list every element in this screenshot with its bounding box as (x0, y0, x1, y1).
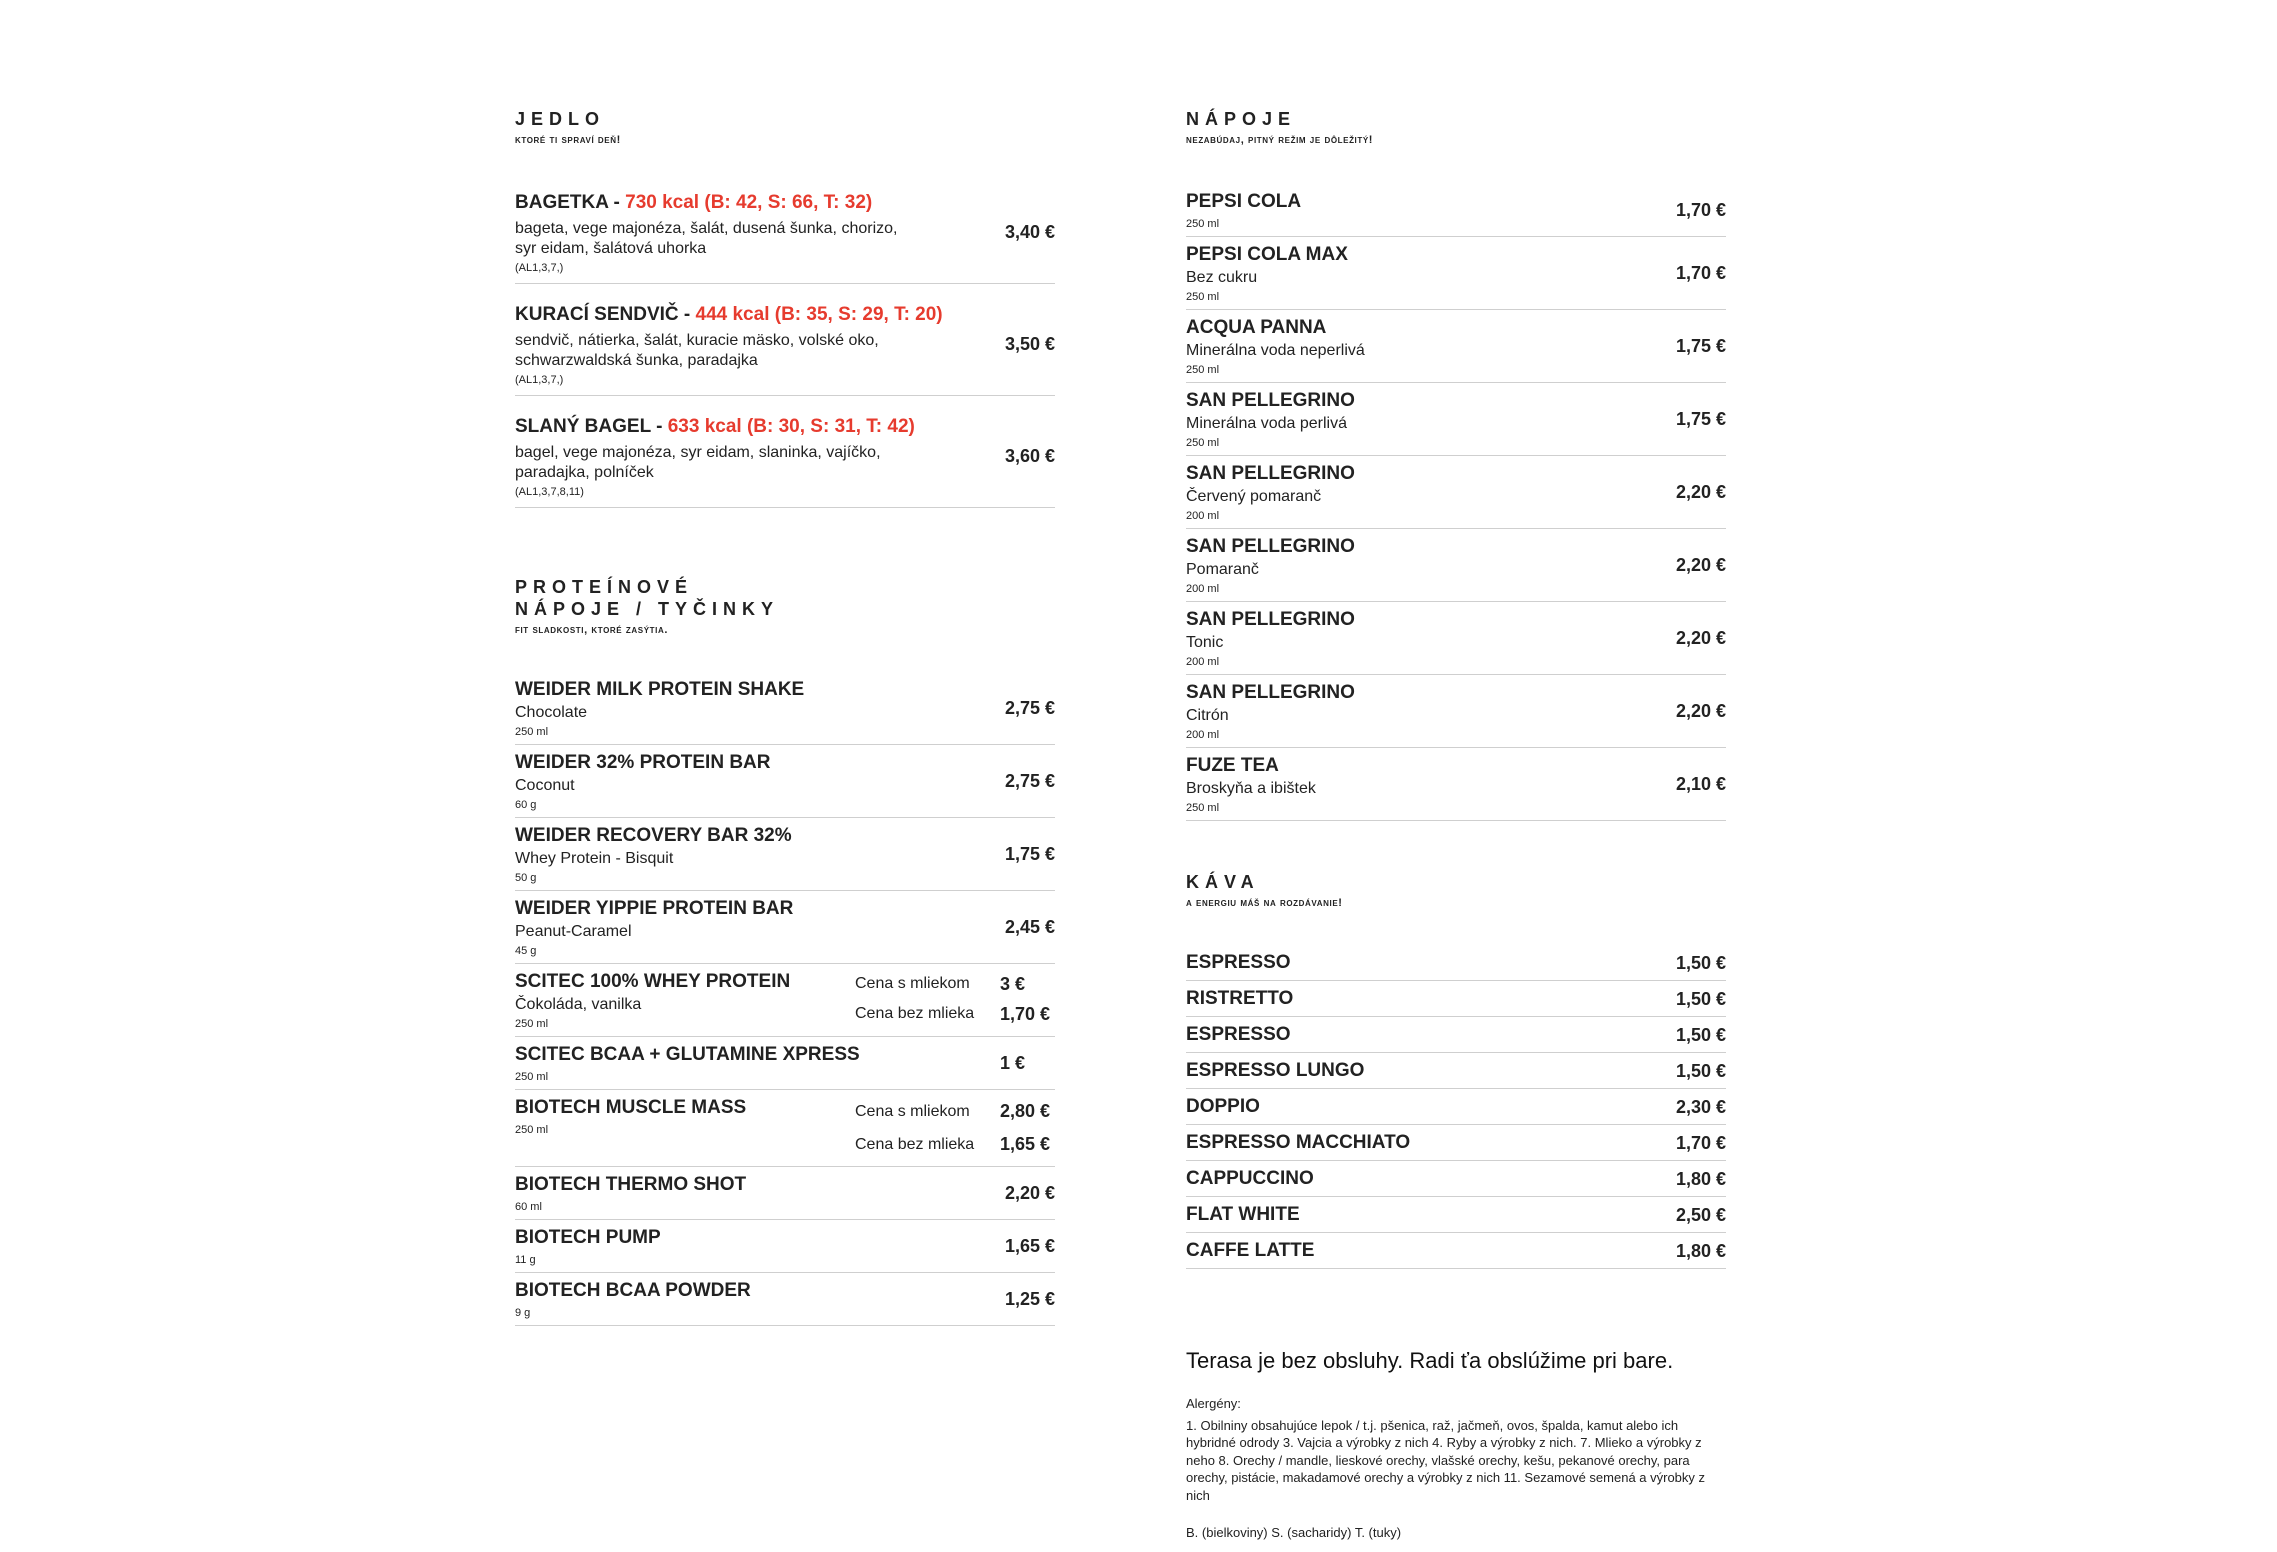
coffee-item (1186, 1125, 1726, 1161)
item-variant: Peanut-Caramel (515, 923, 632, 940)
item-variant: Červený pomaranč (1186, 488, 1322, 505)
item-name: BAGETKA - 730 kcal (B: 42, S: 66, T: 32) (515, 192, 873, 213)
item-name: WEIDER YIPPIE PROTEIN BAR (515, 898, 794, 919)
item-name: BIOTECH BCAA POWDER (515, 1280, 751, 1301)
drink-item (1186, 184, 1726, 237)
section-title-kava: KÁVA (1186, 872, 1260, 892)
item-name: ESPRESSO (1186, 952, 1291, 973)
item-kcal: 444 kcal (B: 35, S: 29, T: 20) (695, 304, 943, 325)
drink-item (1186, 237, 1726, 310)
item-kcal: 730 kcal (B: 42, S: 66, T: 32) (625, 192, 873, 213)
item-size: 200 ml (1186, 656, 1220, 668)
item-name: SAN PELLEGRINO (1186, 536, 1355, 557)
section-kava (1186, 871, 1726, 1269)
item-price: 1,80 € (1675, 1168, 1726, 1189)
terrace-notice: Terasa je bez obsluhy. Radi ťa obslúžime pri bare. (1186, 1348, 1674, 1373)
option-price: 3 € (1000, 973, 1026, 994)
item-size: 45 g (515, 945, 537, 957)
item-name: SCITEC BCAA + GLUTAMINE XPRESS (515, 1044, 860, 1065)
item-description: bageta, vege majonéza, šalát, dusená šunka, chorizo, syr eidam, šalátová uhorka (515, 220, 898, 257)
section-protein (515, 576, 1055, 1326)
option-label: Cena bez mlieka (855, 1005, 975, 1022)
item-name: PEPSI COLA MAX (1186, 244, 1348, 265)
item-description: sendvič, nátierka, šalát, kuracie mäsko, volské oko, schwarzwaldská šunka, paradajka (515, 332, 879, 369)
item-name: KURACÍ SENDVIČ - 444 kcal (B: 35, S: 29, T: 20) (515, 304, 943, 325)
item-price: 3,40 € (1004, 222, 1055, 242)
drink-item (1186, 383, 1726, 456)
option-price: 2,80 € (1000, 1101, 1051, 1121)
allergens-title: Alergény: (1186, 1396, 1241, 1411)
menu-item-biotech-muscle-mass (515, 1090, 1055, 1167)
allergens-text: 1. Obilniny obsahujúce lepok / t.j. pšenica, raž, jačmeň, ovos, špalda, kamut alebo ich hybridné odrody 3. Vajcia a výrobky z nich 4. Ryby a výrobky z nich. 7. Mlieko a výrobky z neho 8. Orechy / mandle, lieskové orechy, vlašské orechy, kešu, pekanové orechy, para orechy, pistácie, makadamové orechy a výrobky z nich 11. Sezamové semená a výrobky z nich (1186, 1417, 1706, 1503)
item-name: ESPRESSO MACCHIATO (1186, 1132, 1411, 1153)
coffee-item (1186, 1089, 1726, 1125)
item-price: 2,50 € (1675, 1204, 1726, 1225)
item-size: 250 ml (1186, 437, 1220, 449)
item-size: 250 ml (515, 726, 549, 738)
item-price: 1,80 € (1675, 1240, 1726, 1261)
item-size: 250 ml (1186, 218, 1220, 230)
item-name: SAN PELLEGRINO (1186, 390, 1355, 411)
coffee-item (1186, 1197, 1726, 1233)
menu-item-biotech-pump (515, 1220, 1055, 1273)
item-name: SLANÝ BAGEL - 633 kcal (B: 30, S: 31, T: 42) (515, 416, 915, 437)
item-size: 200 ml (1186, 510, 1220, 522)
item-name: BIOTECH MUSCLE MASS (515, 1097, 747, 1118)
item-size: 60 g (515, 799, 537, 811)
item-size: 250 ml (1186, 364, 1220, 376)
item-name: ACQUA PANNA (1186, 317, 1327, 338)
section-title-protein-line1: PROTEÍNOVÉ (515, 577, 694, 597)
item-variant: Minerálna voda neperlivá (1186, 342, 1365, 359)
item-name: WEIDER RECOVERY BAR 32% (515, 825, 792, 846)
option-price: 1,70 € (1000, 1003, 1051, 1024)
item-price: 3,60 € (1004, 446, 1055, 466)
drink-item (1186, 675, 1726, 748)
drink-item (1186, 456, 1726, 529)
item-name: WEIDER MILK PROTEIN SHAKE (515, 679, 805, 700)
section-subtitle-protein: fit sladkosti, ktoré zasýtia. (515, 624, 668, 636)
item-name: ESPRESSO (1186, 1024, 1291, 1045)
option-price: 1,65 € (1000, 1134, 1051, 1154)
item-name: SCITEC 100% WHEY PROTEIN (515, 971, 791, 992)
coffee-item (1186, 981, 1726, 1017)
item-name: SAN PELLEGRINO (1186, 463, 1355, 484)
drink-item (1186, 602, 1726, 675)
item-variant: Tonic (1186, 634, 1224, 651)
item-price: 1,70 € (1675, 262, 1726, 283)
item-price: 2,30 € (1675, 1096, 1726, 1117)
coffee-item (1186, 1017, 1726, 1053)
section-subtitle-kava: a energiu máš na rozdávanie! (1186, 897, 1343, 909)
section-jedlo (515, 108, 1055, 508)
item-price: 1 € (1000, 1052, 1026, 1073)
coffee-item (1186, 1161, 1726, 1197)
allergens-note (1186, 1395, 1726, 1542)
item-name: CAFFE LATTE (1186, 1240, 1315, 1261)
item-variant: Pomaranč (1186, 561, 1259, 578)
item-price: 1,70 € (1675, 199, 1726, 220)
item-size: 11 g (515, 1254, 536, 1266)
option-label: Cena s mliekom (855, 1102, 970, 1120)
item-allergens: (AL1,3,7,) (515, 262, 564, 274)
item-price: 1,65 € (1004, 1235, 1055, 1256)
item-price: 1,25 € (1004, 1288, 1055, 1309)
item-price: 2,20 € (1675, 627, 1726, 648)
item-allergens: (AL1,3,7,8,11) (515, 486, 584, 498)
menu-item-scitec-bcaa (515, 1037, 1055, 1090)
item-size: 250 ml (515, 1124, 549, 1136)
item-size: 250 ml (1186, 802, 1220, 814)
item-name: ESPRESSO LUNGO (1186, 1060, 1365, 1081)
item-size: 200 ml (1186, 729, 1220, 741)
item-variant: Chocolate (515, 704, 588, 721)
item-name: BIOTECH THERMO SHOT (515, 1174, 747, 1195)
coffee-item (1186, 945, 1726, 981)
item-price: 2,20 € (1675, 700, 1726, 721)
menu-item-biotech-thermo-shot (515, 1167, 1055, 1220)
item-name: RISTRETTO (1186, 988, 1294, 1009)
item-size: 200 ml (1186, 583, 1220, 595)
option-label: Cena bez mlieka (855, 1135, 975, 1153)
menu-item-scitec-whey (515, 964, 1055, 1037)
item-price: 1,75 € (1004, 843, 1055, 864)
menu-item-weider-yippie-bar (515, 891, 1055, 964)
section-title-napoje: NÁPOJE (1186, 109, 1297, 129)
item-size: 250 ml (1186, 291, 1220, 303)
drink-item (1186, 310, 1726, 383)
item-price: 1,50 € (1675, 1060, 1726, 1081)
item-name: SAN PELLEGRINO (1186, 682, 1355, 703)
item-size: 60 ml (515, 1201, 542, 1213)
item-name: SAN PELLEGRINO (1186, 609, 1355, 630)
menu-item-slany-bagel (515, 408, 1055, 508)
section-title-jedlo: JEDLO (515, 109, 606, 129)
item-name: BIOTECH PUMP (515, 1227, 661, 1248)
item-size: 9 g (515, 1307, 531, 1319)
price-option-without-milk (855, 1128, 1055, 1161)
item-variant: Bez cukru (1186, 269, 1258, 286)
item-price: 1,50 € (1675, 952, 1726, 973)
item-variant: Minerálna voda perlivá (1186, 415, 1347, 432)
price-option-with-milk (855, 1095, 1055, 1128)
right-column (1186, 108, 1726, 1269)
nutrition-legend: B. (bielkoviny) S. (sacharidy) T. (tuky) (1186, 1525, 1402, 1540)
item-name: PEPSI COLA (1186, 191, 1302, 212)
item-size: 50 g (515, 872, 537, 884)
item-size: 250 ml (515, 1018, 549, 1030)
item-price: 1,75 € (1675, 335, 1726, 356)
item-name: WEIDER 32% PROTEIN BAR (515, 752, 771, 773)
drink-item (1186, 529, 1726, 602)
item-price: 2,10 € (1675, 773, 1726, 794)
item-price: 2,75 € (1004, 770, 1055, 791)
item-size: 250 ml (515, 1071, 549, 1083)
item-allergens: (AL1,3,7,) (515, 374, 564, 386)
section-napoje (1186, 108, 1726, 821)
section-subtitle-napoje: nezabúdaj, pitný režim je dôležitý! (1186, 134, 1374, 146)
item-description: bagel, vege majonéza, syr eidam, slaninka, vajíčko, paradajka, polníček (515, 444, 881, 481)
coffee-item (1186, 1053, 1726, 1089)
option-label: Cena s mliekom (855, 975, 970, 992)
item-price: 1,70 € (1675, 1132, 1726, 1153)
coffee-item (1186, 1233, 1726, 1269)
price-option-with-milk (855, 969, 1055, 999)
menu-item-biotech-bcaa-powder (515, 1273, 1055, 1326)
item-price: 2,20 € (1004, 1182, 1055, 1203)
item-price: 1,50 € (1675, 1024, 1726, 1045)
item-variant: Broskyňa a ibištek (1186, 780, 1316, 797)
menu-item-weider-recovery-bar (515, 818, 1055, 891)
section-subtitle-jedlo: ktoré ti spraví deň! (515, 134, 621, 146)
menu-item-weider-protein-bar (515, 745, 1055, 818)
menu-item-kuraci-sendvic (515, 296, 1055, 396)
item-variant: Whey Protein - Bisquit (515, 850, 674, 867)
item-name: DOPPIO (1186, 1096, 1260, 1117)
section-title-protein-line2: NÁPOJE / TYČINKY (515, 599, 780, 619)
item-price: 2,20 € (1675, 554, 1726, 575)
price-option-without-milk (855, 999, 1055, 1029)
item-variant: Čokoláda, vanilka (515, 996, 642, 1013)
item-name: FLAT WHITE (1186, 1204, 1300, 1225)
item-price: 2,45 € (1004, 916, 1055, 937)
item-kcal: 633 kcal (B: 30, S: 31, T: 42) (667, 416, 915, 437)
menu-item-weider-milk-shake (515, 672, 1055, 745)
item-price: 2,75 € (1004, 697, 1055, 718)
menu-item-bagetka (515, 184, 1055, 284)
item-variant: Citrón (1186, 707, 1229, 724)
item-price: 2,20 € (1675, 481, 1726, 502)
drink-item (1186, 748, 1726, 821)
item-name: CAPPUCCINO (1186, 1168, 1314, 1189)
left-column (515, 108, 1055, 1326)
item-variant: Coconut (515, 777, 575, 794)
item-price: 1,75 € (1675, 408, 1726, 429)
item-name: FUZE TEA (1186, 755, 1279, 776)
item-price: 1,50 € (1675, 988, 1726, 1009)
item-price: 3,50 € (1004, 334, 1055, 354)
